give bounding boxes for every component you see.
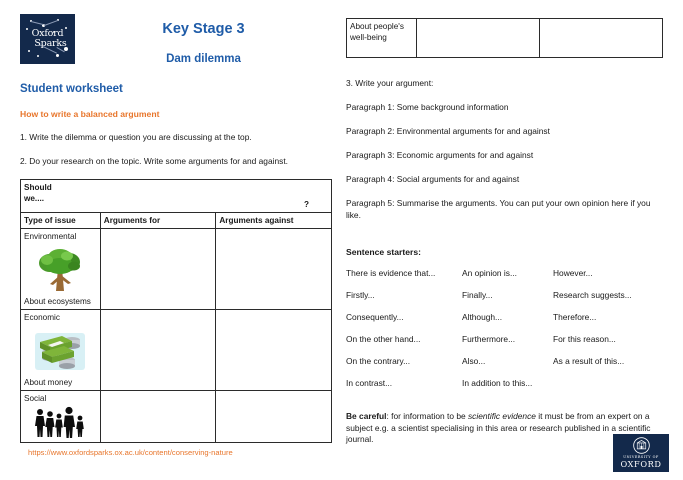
oxford-logo-line-1: UNIVERSITY OF — [623, 455, 659, 459]
starter-item — [553, 378, 663, 389]
arguments-for-social[interactable] — [100, 391, 216, 443]
starter-item: An opinion is... — [462, 268, 517, 278]
table-header-row — [21, 213, 332, 229]
worksheet-heading: Student worksheet — [20, 83, 123, 95]
starter-row — [346, 290, 663, 301]
be-careful-part2: it must be from an expert on a subject e.g. a scientist specialising in this area or research published in a scientific journal. — [346, 411, 651, 444]
column-header-type: Type of issue — [21, 213, 101, 229]
starter-item: Research suggests... — [553, 290, 632, 300]
arguments-for-environmental[interactable] — [100, 229, 216, 310]
write-argument-heading: 3. Write your argument: — [346, 78, 434, 88]
starter-item: Therefore... — [553, 312, 597, 322]
starter-row — [346, 312, 663, 323]
column-header-against: Arguments against — [216, 213, 332, 229]
arguments-against-economic[interactable] — [216, 310, 332, 391]
paragraph-4: Paragraph 4: Social arguments for and against — [346, 174, 520, 184]
starter-item: There is evidence that... — [346, 268, 436, 278]
type-cell-economic — [21, 310, 101, 391]
tree-icon — [24, 242, 97, 297]
starter-item: Finally... — [462, 290, 493, 300]
table-row-environmental — [21, 229, 332, 310]
scientific-evidence-emphasis: scientific evidence — [467, 411, 536, 421]
type-label-social: Social — [24, 394, 47, 403]
should-line-1: Should — [24, 183, 52, 192]
type-label-economic: Economic — [24, 313, 60, 322]
type-cell-environmental — [21, 229, 101, 310]
starter-row — [346, 356, 663, 367]
oxford-university-logo — [613, 434, 669, 472]
be-careful-part1: : for information to be — [386, 411, 468, 421]
type-sublabel-wellbeing: About people's well-being — [347, 19, 417, 58]
logo-line-1: Oxford — [31, 28, 64, 39]
arguments-table-continuation — [346, 18, 663, 58]
starter-item: For this reason... — [553, 334, 616, 344]
logo-line-2: Sparks — [34, 37, 67, 49]
table-row-should — [21, 180, 332, 213]
starter-item: However... — [553, 268, 593, 278]
oxford-logo-line-2: OXFORD — [620, 459, 662, 469]
starter-item: On the contrary... — [346, 356, 411, 366]
starter-item: Consequently... — [346, 312, 404, 322]
arguments-against-environmental[interactable] — [216, 229, 332, 310]
step-2: 2. Do your research on the topic. Write some arguments for and against. — [20, 156, 288, 166]
dilemma-question-cell[interactable] — [21, 180, 332, 213]
arguments-against-social[interactable] — [216, 391, 332, 443]
starter-row — [346, 334, 663, 345]
type-sublabel-environmental: About ecosystems — [24, 297, 91, 306]
starter-item: Also... — [462, 356, 486, 366]
starter-item: In addition to this... — [462, 378, 533, 388]
arguments-against-wellbeing[interactable] — [539, 19, 662, 58]
left-column — [0, 0, 340, 480]
starter-item: As a result of this... — [553, 356, 625, 366]
question-mark: ? — [303, 200, 309, 209]
arguments-for-economic[interactable] — [100, 310, 216, 391]
should-line-2: we.... — [24, 194, 45, 203]
paragraph-3: Paragraph 3: Economic arguments for and against — [346, 150, 534, 160]
column-header-for: Arguments for — [100, 213, 216, 229]
starter-row — [346, 268, 663, 279]
step-1: 1. Write the dilemma or question you are discussing at the top. — [20, 132, 252, 142]
paragraph-2: Paragraph 2: Environmental arguments for and against — [346, 126, 550, 136]
type-cell-social — [21, 391, 101, 443]
page-header — [20, 14, 332, 67]
table-row-economic — [21, 310, 332, 391]
people-icon — [24, 404, 97, 440]
type-label-environmental: Environmental — [24, 232, 77, 241]
starter-item: Firstly... — [346, 290, 375, 300]
title-block — [75, 14, 332, 67]
type-sublabel-economic: About money — [24, 378, 73, 387]
arguments-table — [20, 179, 332, 443]
arguments-for-wellbeing[interactable] — [417, 19, 539, 58]
footer-url[interactable]: https://www.oxfordsparks.ox.ac.uk/content/conserving-nature — [28, 448, 233, 457]
money-icon — [24, 323, 97, 378]
oxford-sparks-logo-text — [20, 29, 75, 48]
starter-item: Although... — [462, 312, 503, 322]
page-title: Key Stage 3 — [162, 21, 245, 37]
sentence-starters-grid — [346, 268, 663, 389]
sentence-starters-heading: Sentence starters: — [346, 247, 421, 257]
page-subtitle: Dam dilemma — [166, 53, 241, 65]
starter-row — [346, 378, 663, 389]
starter-item: In contrast... — [346, 378, 393, 388]
right-column — [340, 0, 683, 480]
howto-heading: How to write a balanced argument — [20, 109, 160, 119]
table-row-social — [21, 391, 332, 443]
paragraph-5: Paragraph 5: Summarise the arguments. You can put your own opinion here if you like. — [346, 198, 651, 220]
paragraph-1: Paragraph 1: Some background information — [346, 102, 509, 112]
oxford-crest-icon — [633, 437, 650, 454]
starter-item: Furthermore... — [462, 334, 516, 344]
be-careful-label: Be careful — [346, 411, 387, 421]
starter-item: On the other hand... — [346, 334, 421, 344]
oxford-sparks-logo — [20, 14, 75, 64]
table-row-wellbeing — [347, 19, 663, 58]
